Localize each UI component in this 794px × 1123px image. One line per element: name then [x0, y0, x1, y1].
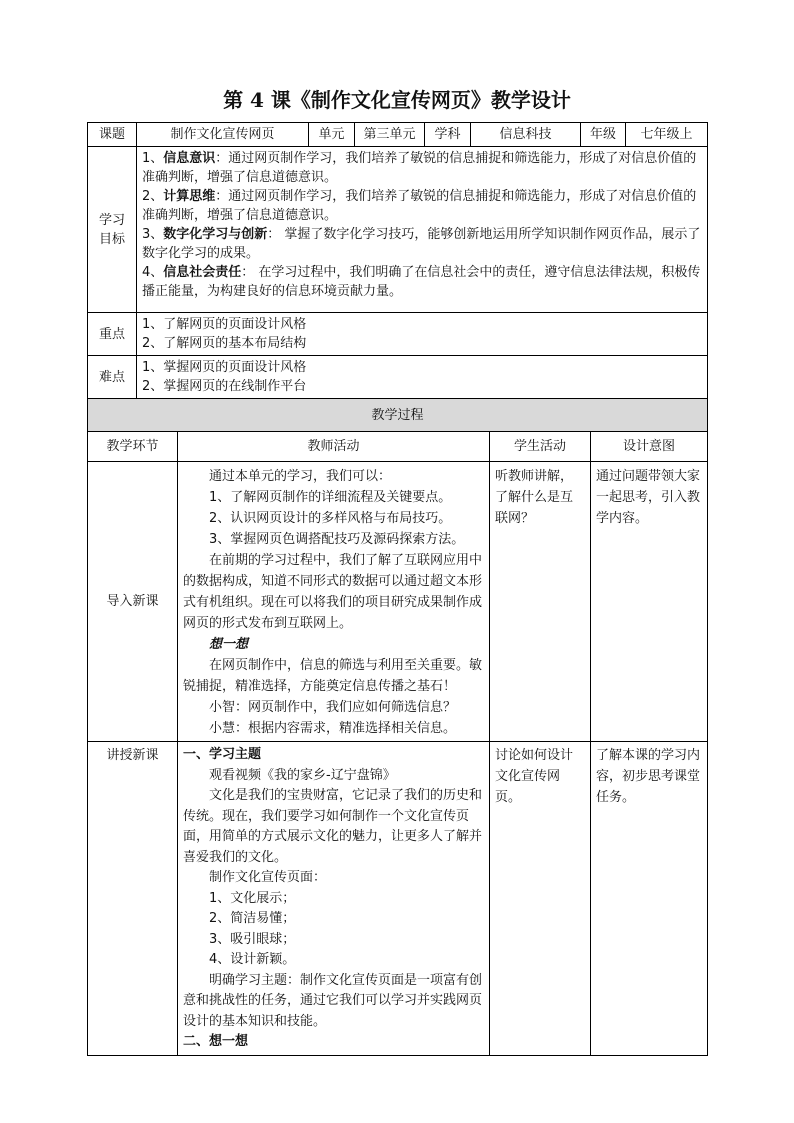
process-columns-row	[88, 432, 708, 462]
objective-item: 4、信息社会责任： 在学习过程中，我们明确了在信息社会中的责任，遵守信息法律法规，积极传播正能量，为构建良好的信息环境贡献力量。	[142, 265, 701, 299]
column-header: 学生活动	[490, 432, 591, 462]
course-label: 课题	[88, 123, 137, 147]
unit-value: 第三单元	[355, 123, 425, 147]
info-row	[88, 123, 708, 147]
grade-label: 年级	[581, 123, 626, 147]
objective-item: 1、信息意识：通过网页制作学习，我们培养了敏锐的信息捕捉和筛选能力，形成了对信息价值的准确判断，增强了信息道德意识。	[142, 151, 697, 185]
subject-value: 信息科技	[471, 123, 581, 147]
key-points-content: 1、了解网页的页面设计风格 2、了解网页的基本布局结构	[137, 313, 708, 356]
column-header: 设计意图	[591, 432, 708, 462]
lecture-student-activity: 讨论如何设计文化宣传网页。	[490, 742, 591, 1056]
stage-lecture: 讲授新课	[88, 742, 178, 1056]
objectives-row	[88, 147, 708, 313]
process-header-row	[88, 399, 708, 432]
objective-item: 3、数字化学习与创新： 掌握了数字化学习技巧，能够创新地运用所学知识制作网页作品，展示了数字化学习的成果。	[142, 227, 701, 261]
intro-student-activity: 听教师讲解，了解什么是互联网？	[490, 462, 591, 742]
objectives-label: 学习 目标	[88, 147, 137, 313]
grade-value: 七年级上	[626, 123, 708, 147]
difficulties-label: 难点	[88, 356, 137, 399]
intro-row	[88, 462, 708, 742]
objective-item: 2、计算思维：通过网页制作学习，我们培养了敏锐的信息捕捉和筛选能力，形成了对信息价值的准确判断，增强了信息道德意识。	[142, 189, 697, 223]
teaching-process-table	[87, 398, 708, 1056]
unit-label: 单元	[309, 123, 355, 147]
lecture-row	[88, 742, 708, 1056]
course-value: 制作文化宣传网页	[137, 123, 309, 147]
column-header: 教师活动	[178, 432, 490, 462]
column-header: 教学环节	[88, 432, 178, 462]
lesson-info-table	[87, 122, 708, 399]
difficulties-row	[88, 356, 708, 399]
key-points-row	[88, 313, 708, 356]
lecture-teacher-activity: 一、学习主题 观看视频《我的家乡-辽宁盘锦》 文化是我们的宝贵财富，它记录了我们的历史和传统。现在，我们要学习如何制作一个文化宣传页面，用简单的方式展示文化的魅力，让更多人了解并喜爱我们的文化。 制作文化宣传页面： 1、文化展示； 2、简洁易懂； 3、吸引眼球； 4、设计新颖。 明确学习主题：制作文化宣传页面是一项富有创意和挑战性的任务，通过它我们可以学习并实践网页设计的基本知识和技能。 二、想一想	[178, 742, 490, 1056]
lecture-design-intent: 了解本课的学习内容，初步思考课堂任务。	[591, 742, 708, 1056]
stage-intro: 导入新课	[88, 462, 178, 742]
key-points-label: 重点	[88, 313, 137, 356]
objectives-content	[137, 147, 708, 313]
process-header: 教学过程	[88, 399, 708, 432]
page-title: 第 4 课《制作文化宣传网页》教学设计	[223, 88, 571, 112]
difficulties-content: 1、掌握网页的页面设计风格 2、掌握网页的在线制作平台	[137, 356, 708, 399]
intro-teacher-activity: 通过本单元的学习，我们可以： 1、了解网页制作的详细流程及关键要点。 2、认识网页设计的多样风格与布局技巧。 3、掌握网页色调搭配技巧及源码探索方法。 在前期的学习过程中，我们了解了互联网应用中的数据构成，知道不同形式的数据可以通过超文本形式有机组织。现在可以将我们的项目研究成果制作成网页的形式发布到互联网上。 想一想 在网页制作中，信息的筛选与利用至关重要。敏锐捕捉，精准选择，方能奠定信息传播之基石！ 小智：网页制作中，我们应如何筛选信息？ 小慧：根据内容需求，精准选择相关信息。	[178, 462, 490, 742]
subject-label: 学科	[425, 123, 471, 147]
intro-design-intent: 通过问题带领大家一起思考，引入教学内容。	[591, 462, 708, 742]
